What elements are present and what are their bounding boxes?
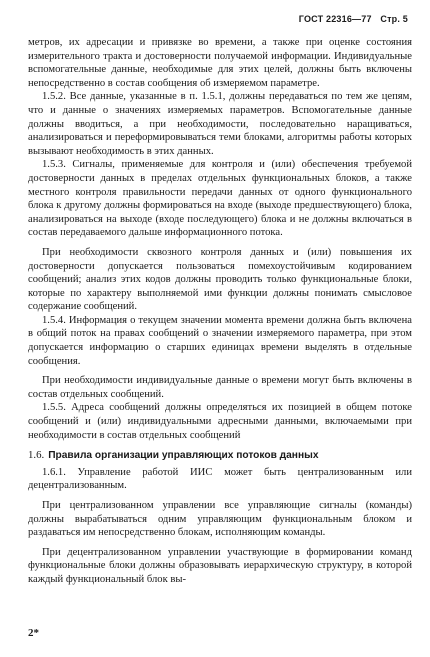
paragraph-centralized: При централизованном управлении все управляющие сигналы (команды) должны вырабатываться одним управляющим функциональным блоком и раздаваться им непосредственно блокам, исполняющим команды. <box>28 500 412 539</box>
paragraph-end-to-end-control: При необходимости сквозного контроля данных и (или) повышения их достоверности допускается пользоваться помехоустойчивым кодированием сообщений; анализ этих кодов должны проводить только функциональные блоки, которые по характеру выполняемой ими функции должны понимать смысловое содержание сообщений. <box>28 246 412 313</box>
paragraph-decentralized: При децентрализованном управлении участвующие в формировании команд функциональные блоки должны образовывать иерархическую структуру, в которой каждый функциональный блок вы- <box>28 546 412 585</box>
signature-mark: 2* <box>28 627 39 639</box>
paragraph-time-data: При необходимости индивидуальные данные о времени могут быть включены в состав отдельных сообщений. <box>28 375 412 400</box>
section-number: 1.6. <box>28 449 45 462</box>
paragraph-1-6-1: 1.6.1. Управление работой ИИС может быть централизованным или децентрализованным. <box>28 466 412 492</box>
paragraph-1-5-2: 1.5.2. Все данные, указанные в п. 1.5.1, должны передаваться по тем же цепям, что и данные о значениях измеряемых параметров. Вспомогательные данные должны вводиться, а при необходимости, последовательно наращиваться, анализироваться и переформировываться теми блоками, алгоритмы работы которых вызывают необходимость в этих данных. <box>28 91 412 157</box>
paragraph-continuation: метров, их адресации и привязке во времени, а также при оценке состояния измерительного тракта и достоверности получаемой информации. Индивидуальные вспомогательные данные, необходимые для этих целей, должны быть включены непосредственно в состав сообщения об измеряемом параметре. <box>28 37 412 89</box>
standard-number: ГОСТ 22316—77 <box>298 14 372 24</box>
document-body <box>28 36 412 587</box>
paragraph-1-5-4: 1.5.4. Информация о текущем значении момента времени должна быть включена в общий поток на правах сообщений о значении измеряемого параметра, при этом допускается информацию о старших единицах времени выделять в отдельные сообщения. <box>28 314 412 367</box>
page-number: Стр. 5 <box>380 14 408 24</box>
paragraph-1-5-5: 1.5.5. Адреса сообщений должны определяться их позицией в общем потоке сообщений и (или) индивидуальными адресными данными, включаемыми при необходимости в состав отдельных сообщений <box>28 402 412 441</box>
section-heading <box>28 449 412 463</box>
section-title: Правила организации управляющих потоков данных <box>48 450 319 462</box>
page-header <box>293 14 408 24</box>
paragraph-1-5-3: 1.5.3. Сигналы, применяемые для контроля и (или) обеспечения требуемой достоверности данных в пределах отдельных функциональных блоков, а также местного контроля правильности передачи данных от одного функционального блока к другому должны формироваться на входе (выходе предшествующего) блока, анализироваться на выходе (входе последующего) блока и не должны включаться в состав передаваемого дальше информационного потока. <box>28 159 412 239</box>
